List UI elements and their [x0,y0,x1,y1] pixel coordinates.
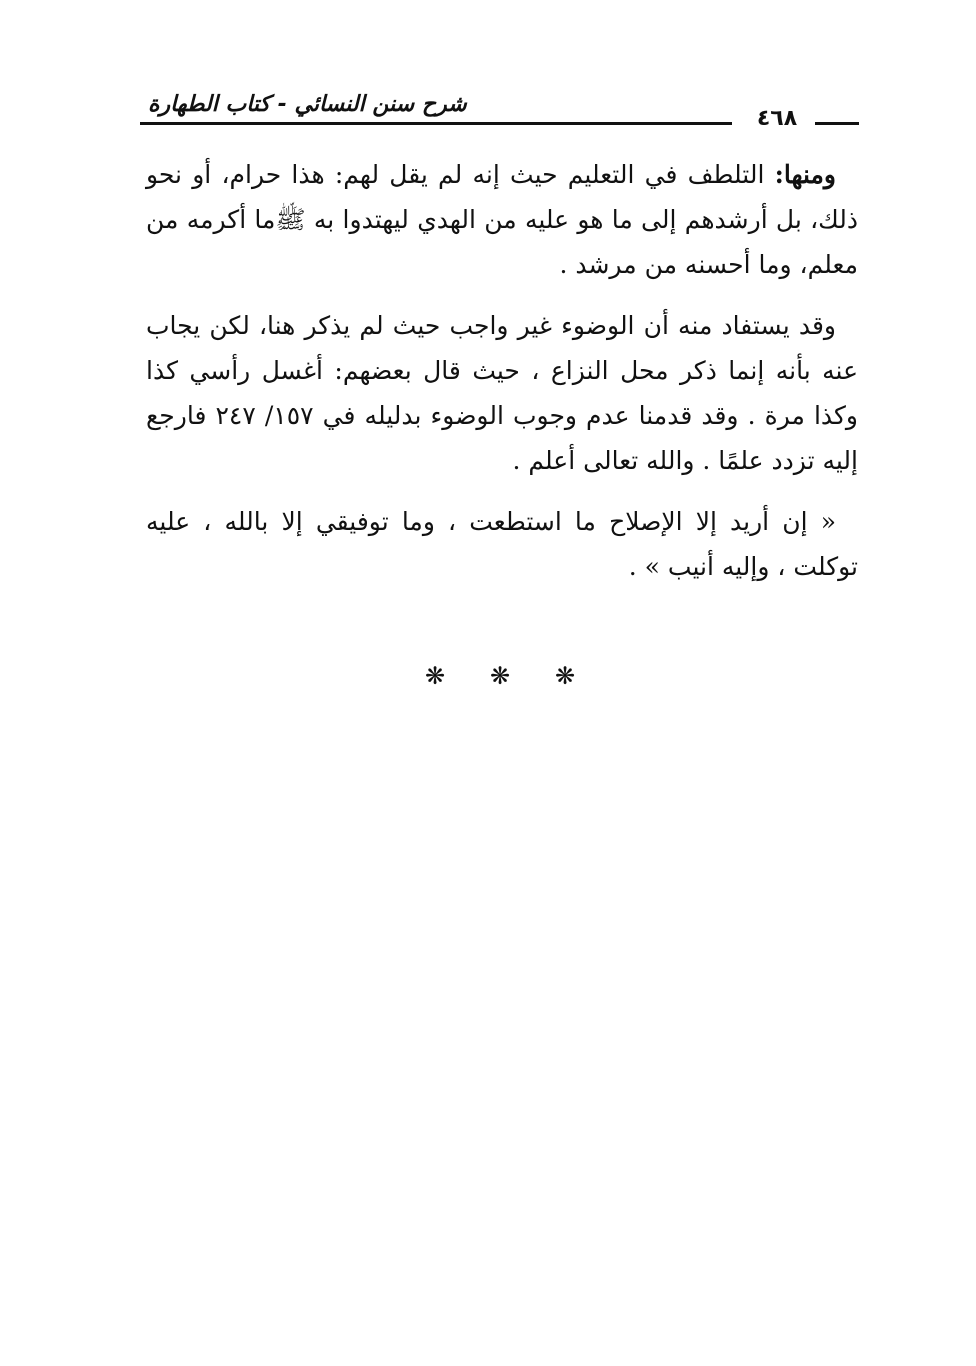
section-end-ornaments [420,660,580,692]
page-number: ٤٦٨ [756,106,798,131]
body-text [146,152,858,605]
asterisk-ornament-icon: ❋ [424,662,446,690]
running-title: شرح سنن النسائي - كتاب الطهارة [148,92,467,117]
header-rule [140,122,732,125]
paragraph-lead: ومنها: [774,160,836,189]
page-number-dash [815,122,859,125]
page-header [140,92,860,132]
paragraph-1 [146,152,858,287]
paragraph-text: وقد يستفاد منه أن الوضوء غير واجب حيث لم يذكر هنا، لكن يجاب عنه بأنه إنما ذكر محل النزاع ، حيث قال بعضهم: أغسل رأسي كذا وكذا مرة . وقد قدمنا عدم وجوب الوضوء بدليله في ١٥٧/ ٢٤٧ فارجع إليه تزدد علمًا . والله تعالى أعلم . [146,311,859,475]
paragraph-2 [146,303,858,483]
paragraph-3 [146,499,858,589]
paragraph-text: « إن أريد إلا الإصلاح ما استطعت ، وما توفيقي إلا بالله ، عليه توكلت ، وإليه أنيب » . [146,507,858,581]
asterisk-ornament-icon: ❋ [489,662,511,690]
asterisk-ornament-icon: ❋ [554,662,576,690]
paragraph-text: التلطف في التعليم حيث إنه لم يقل لهم: هذا حرام، أو نحو ذلك، بل أرشدهم إلى ما هو عليه من الهدي ليهتدوا به ﷺما أكرمه من معلم، وما أحسنه من مرشد . [146,160,858,279]
